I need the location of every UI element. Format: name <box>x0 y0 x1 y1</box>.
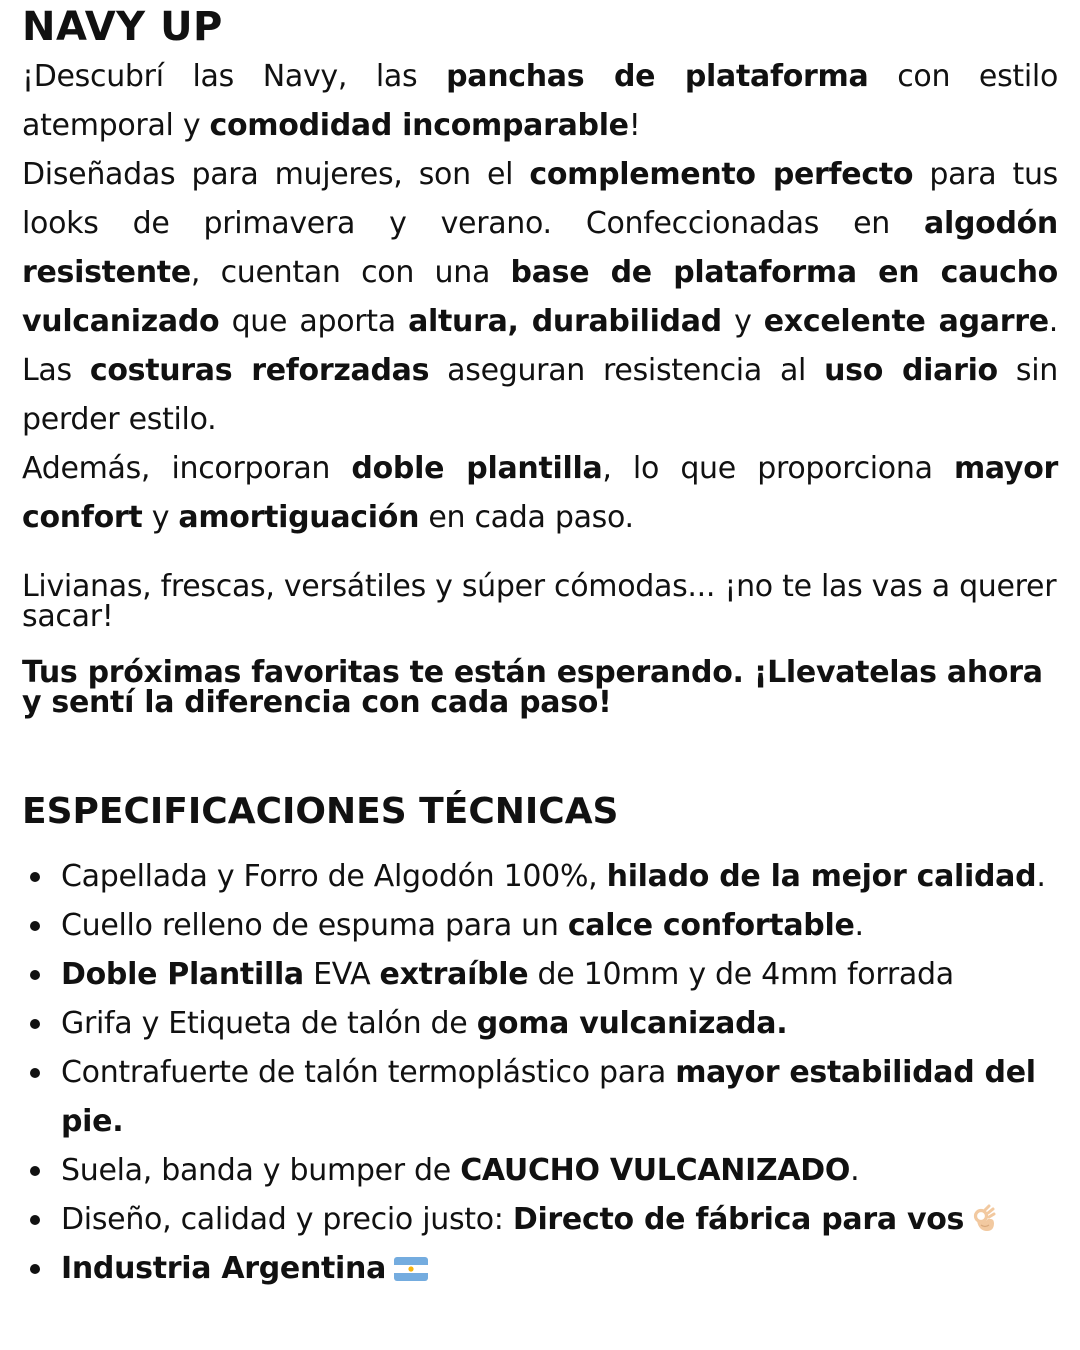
text: Diseño, calidad y precio justo: <box>61 1202 513 1237</box>
text: de 10mm y de 4mm forrada <box>528 957 954 992</box>
spec-item-contrafuerte <box>22 1048 1058 1146</box>
highlight: Industria Argentina <box>61 1251 387 1286</box>
text: . Las <box>22 304 1059 388</box>
argentina-flag-icon <box>394 1257 428 1281</box>
intro-paragraph-2 <box>22 150 1058 444</box>
spec-item-plantilla <box>22 950 1058 999</box>
text: Capellada y Forro de Algodón 100%, <box>61 859 607 894</box>
highlight: complemento perfecto <box>529 157 914 192</box>
text: , lo que proporciona <box>602 451 954 486</box>
highlight: algodón resistente <box>22 206 1058 290</box>
spec-item-cuello <box>22 901 1058 950</box>
intro-paragraph-4: Livianas, frescas, versátiles y súper cómodas... ¡no te las vas a querer sacar! <box>22 569 1057 634</box>
spec-item-diseno <box>22 1195 1058 1244</box>
highlight: doble plantilla <box>351 451 603 486</box>
text: Grifa y Etiqueta de talón de <box>61 1006 477 1041</box>
text: sin perder estilo. <box>22 353 1058 437</box>
text: Diseñadas para mujeres, son el <box>22 157 530 192</box>
product-description <box>22 0 1058 1293</box>
highlight: base de plataforma en caucho vulcanizado <box>22 255 1058 339</box>
text: Cuello relleno de espuma para un <box>61 908 568 943</box>
highlight: extraíble <box>379 957 529 992</box>
highlight: panchas de plataforma <box>446 59 869 94</box>
text: que aporta <box>219 304 409 339</box>
text: Contrafuerte de talón termoplástico para <box>61 1055 676 1090</box>
text: . <box>850 1153 860 1188</box>
text: Suela, banda y bumper de <box>61 1153 461 1188</box>
specs-list <box>22 852 1058 1293</box>
highlight: mayor confort <box>22 451 1058 535</box>
ok-hand-icon <box>970 1204 1000 1234</box>
specs-title: ESPECIFICACIONES TÉCNICAS <box>22 791 619 832</box>
highlight: Directo de fábrica para vos <box>512 1202 965 1237</box>
product-title: NAVY UP <box>22 4 223 50</box>
highlight: Doble Plantilla <box>61 957 304 992</box>
highlight: mayor estabilidad del pie. <box>61 1055 1036 1139</box>
text: EVA <box>303 957 380 992</box>
spec-item-suela <box>22 1146 1058 1195</box>
highlight: amortiguación <box>178 500 420 535</box>
text: . <box>1036 859 1046 894</box>
highlight: calce confortable <box>567 908 855 943</box>
highlight: hilado de la mejor calidad <box>606 859 1037 894</box>
text: en cada paso. <box>419 500 634 535</box>
text: . <box>854 908 864 943</box>
text: ¡Descubrí las Navy, las <box>22 59 447 94</box>
highlight: excelente agarre <box>763 304 1049 339</box>
intro-paragraph-1 <box>22 52 1058 150</box>
spec-item-capellada <box>22 852 1058 901</box>
text: y <box>142 500 179 535</box>
highlight: goma vulcanizada. <box>476 1006 788 1041</box>
highlight: costuras reforzadas <box>89 353 430 388</box>
highlight: altura, durabilidad <box>408 304 722 339</box>
spec-item-grifa <box>22 999 1058 1048</box>
text: , cuentan con una <box>190 255 511 290</box>
text: y <box>721 304 764 339</box>
spec-item-industria <box>22 1244 1058 1293</box>
highlight: CAUCHO VULCANIZADO <box>460 1153 851 1188</box>
text: ! <box>628 108 641 143</box>
text: aseguran resistencia al <box>429 353 825 388</box>
text: Además, incorporan <box>22 451 352 486</box>
highlight: comodidad incomparable <box>209 108 629 143</box>
highlight: uso diario <box>824 353 998 388</box>
intro-paragraph-3 <box>22 444 1058 542</box>
call-to-action: Tus próximas favoritas te están esperando. ¡Llevatelas ahora y sentí la diferencia con cada paso! <box>22 655 1043 720</box>
text: para tus looks de primavera y verano. Confeccionadas en <box>22 157 1058 241</box>
text: con estilo atemporal y <box>22 59 1058 143</box>
